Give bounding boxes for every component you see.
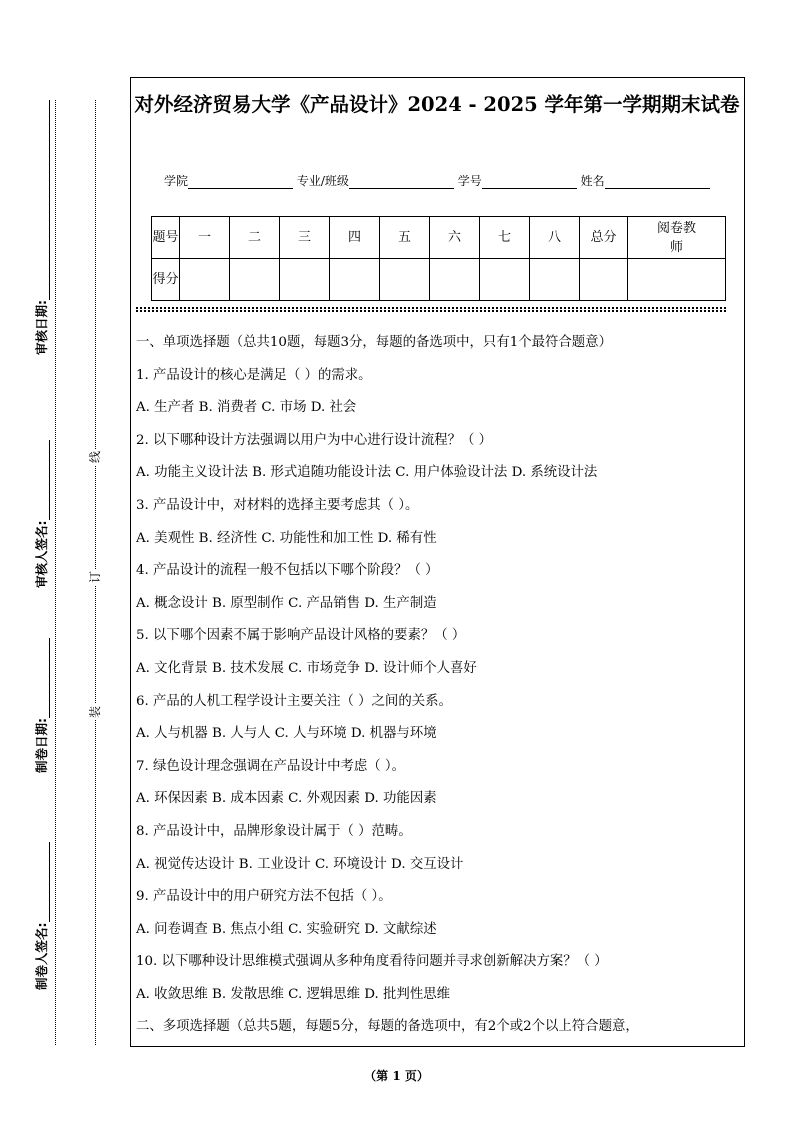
question-line: 3. 产品设计中，对材料的选择主要考虑其（ ）。 bbox=[136, 497, 419, 513]
college-label: 学院 bbox=[164, 174, 189, 188]
header-q6: 六 bbox=[430, 217, 480, 259]
option-line: A. 美观性 B. 经济性 C. 功能性和加工性 D. 稀有性 bbox=[136, 530, 437, 546]
header-q7: 七 bbox=[480, 217, 530, 259]
score-cell-q2[interactable] bbox=[230, 259, 280, 301]
header-q8: 八 bbox=[530, 217, 580, 259]
option-line: A. 概念设计 B. 原型制作 C. 产品销售 D. 生产制造 bbox=[136, 595, 437, 611]
review-date-label: 审核日期: bbox=[32, 100, 50, 355]
exam-title: 对外经济贸易大学《产品设计》2024 - 2025 学年第一学期期末试卷 bbox=[134, 93, 740, 116]
score-cell-q6[interactable] bbox=[430, 259, 480, 301]
question-line: 7. 绿色设计理念强调在产品设计中考虑（ ）。 bbox=[136, 758, 406, 774]
question-line: 9. 产品设计中的用户研究方法不包括（ ）。 bbox=[136, 889, 392, 905]
option-line: A. 收敛思维 B. 发散思维 C. 逻辑思维 D. 批判性思维 bbox=[136, 986, 450, 1002]
section2-header: 二、多项选择题（总共5题，每题5分，每题的备选项中，有2个或2个以上符合题意， bbox=[136, 1019, 639, 1035]
option-line: A. 人与机器 B. 人与人 C. 人与环境 D. 机器与环境 bbox=[136, 726, 437, 742]
name-blank[interactable] bbox=[605, 175, 710, 189]
score-cell-q3[interactable] bbox=[280, 259, 330, 301]
question-line: 5. 以下哪个因素不属于影响产品设计风格的要素？（ ） bbox=[136, 628, 466, 644]
score-cell-grader[interactable] bbox=[628, 259, 726, 301]
header-q1: 一 bbox=[180, 217, 230, 259]
score-cell-q7[interactable] bbox=[480, 259, 530, 301]
major-class-label: 专业/班级 bbox=[296, 174, 349, 188]
page-number: （第 1 页） bbox=[364, 1069, 429, 1083]
header-q3: 三 bbox=[280, 217, 330, 259]
option-line: A. 视觉传达设计 B. 工业设计 C. 环境设计 D. 交互设计 bbox=[136, 856, 464, 872]
dotted-separator-2 bbox=[136, 310, 726, 312]
option-line: A. 环保因素 B. 成本因素 C. 外观因素 D. 功能因素 bbox=[136, 791, 437, 807]
name-label: 姓名 bbox=[580, 174, 605, 188]
score-cell-total[interactable] bbox=[580, 259, 628, 301]
header-q5: 五 bbox=[380, 217, 430, 259]
score-cell-q1[interactable] bbox=[180, 259, 230, 301]
option-line: A. 功能主义设计法 B. 形式追随功能设计法 C. 用户体验设计法 D. 系统设计法 bbox=[136, 465, 598, 481]
binding-mark-line: 线 bbox=[88, 450, 102, 463]
header-q2: 二 bbox=[230, 217, 280, 259]
header-question-no: 题号 bbox=[152, 217, 180, 259]
option-line: A. 问卷调查 B. 焦点小组 C. 实验研究 D. 文献综述 bbox=[136, 921, 437, 937]
student-id-blank[interactable] bbox=[482, 175, 577, 189]
question-line: 1. 产品设计的核心是满足（ ）的需求。 bbox=[136, 367, 372, 383]
maker-sign-label: 制卷人签名: bbox=[32, 843, 50, 991]
margin-dotted-line-left bbox=[55, 100, 56, 1045]
question-line: 6. 产品的人机工程学设计主要关注（ ）之间的关系。 bbox=[136, 693, 452, 709]
score-cell-q8[interactable] bbox=[530, 259, 580, 301]
question-line: 10. 以下哪种设计思维模式强调从多种角度看待问题并寻求创新解决方案？（ ） bbox=[136, 954, 608, 970]
dotted-separator bbox=[136, 307, 726, 309]
binding-mark-zhuang: 装 bbox=[88, 705, 102, 718]
question-line: 4. 产品设计的流程一般不包括以下哪个阶段？（ ） bbox=[136, 563, 439, 579]
reviewer-sign-label: 审核人签名: bbox=[32, 441, 50, 589]
student-info-row bbox=[164, 173, 724, 189]
questions-body bbox=[136, 330, 742, 1047]
header-q4: 四 bbox=[330, 217, 380, 259]
score-cell-q4[interactable] bbox=[330, 259, 380, 301]
score-table bbox=[151, 216, 726, 301]
score-row-label: 得分 bbox=[152, 259, 180, 301]
header-total: 总分 bbox=[580, 217, 628, 259]
option-line: A. 生产者 B. 消费者 C. 市场 D. 社会 bbox=[136, 400, 357, 416]
question-line: 2. 以下哪种设计方法强调以用户为中心进行设计流程？（ ） bbox=[136, 432, 493, 448]
question-line: 8. 产品设计中，品牌形象设计属于（ ）范畴。 bbox=[136, 823, 412, 839]
option-line: A. 文化背景 B. 技术发展 C. 市场竞争 D. 设计师个人喜好 bbox=[136, 660, 477, 676]
header-grader: 阅卷教师 bbox=[628, 217, 726, 259]
major-class-blank[interactable] bbox=[349, 175, 454, 189]
score-cell-q5[interactable] bbox=[380, 259, 430, 301]
make-date-label: 制卷日期: bbox=[32, 638, 50, 773]
college-blank[interactable] bbox=[188, 175, 293, 189]
section1-header: 一、单项选择题（总共10题，每题3分，每题的备选项中，只有1个最符合题意） bbox=[136, 335, 612, 350]
student-id-label: 学号 bbox=[457, 174, 482, 188]
binding-mark-ding: 订 bbox=[88, 570, 102, 583]
